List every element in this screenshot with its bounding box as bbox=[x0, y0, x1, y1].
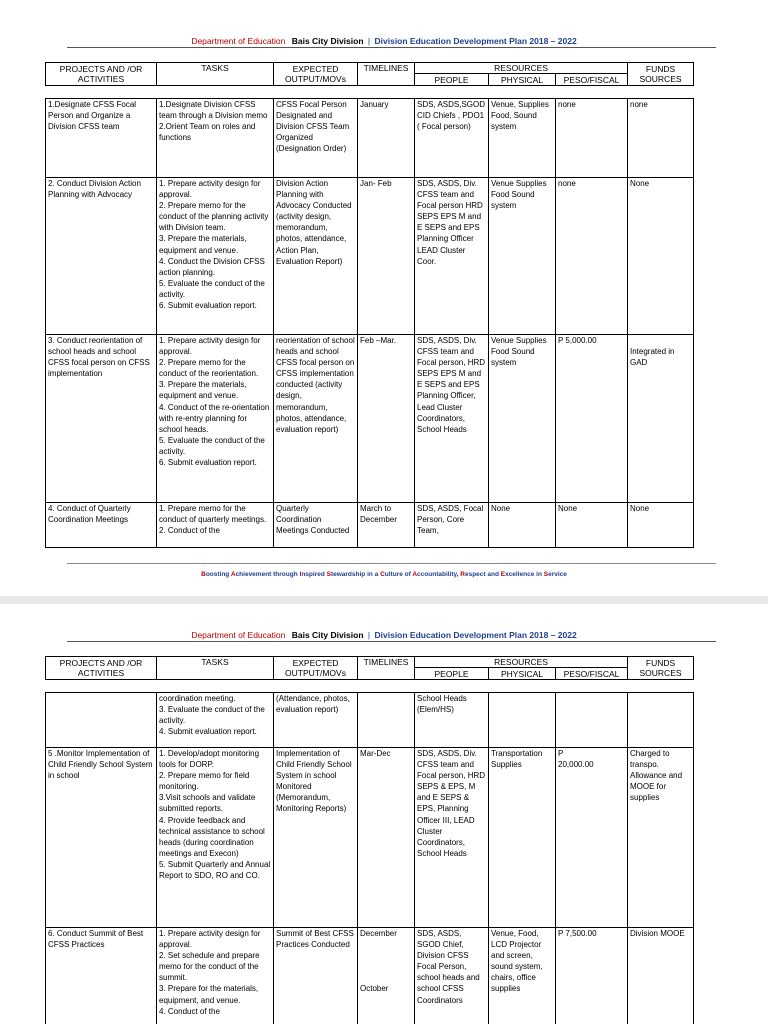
col-tasks: TASKS bbox=[157, 63, 274, 86]
table-row bbox=[46, 178, 694, 335]
header-department: Department of Education bbox=[191, 36, 286, 46]
footer-motto-segment: S bbox=[543, 571, 549, 578]
col-physical: PHYSICAL bbox=[489, 74, 556, 86]
col-people: PEOPLE bbox=[415, 668, 489, 680]
cell-funds: Division MOOE bbox=[628, 928, 694, 1024]
header-separator: | bbox=[367, 36, 371, 46]
cell-project: 4. Conduct of Quarterly Coordination Meetings bbox=[46, 503, 157, 548]
col-timelines: TIMELINES bbox=[358, 63, 415, 86]
cell-physical: Venue, Supplies Food, Sound system bbox=[489, 99, 556, 178]
col-tasks: TASKS bbox=[157, 657, 274, 680]
footer-motto-segment: tewardship in a bbox=[330, 571, 381, 578]
document-page-2 bbox=[0, 600, 768, 1024]
cell-output: (Attendance, photos, evaluation report) bbox=[274, 693, 358, 748]
col-timelines: TIMELINES bbox=[358, 657, 415, 680]
cell-physical: None bbox=[489, 503, 556, 548]
cell-people: SDS, ASDS,SGOD CID Chiefs , PDO1 ( Focal person) bbox=[415, 99, 489, 178]
cell-timeline: Jan- Feb bbox=[358, 178, 415, 335]
col-output: EXPECTED OUTPUT/MOVs bbox=[274, 63, 358, 86]
footer-motto-segment: R bbox=[460, 571, 465, 578]
table-row bbox=[46, 99, 694, 178]
page-header bbox=[0, 36, 768, 46]
footer-motto-segment: E bbox=[500, 571, 506, 578]
cell-output: Quarterly Coordination Meetings Conducted bbox=[274, 503, 358, 548]
header-rule bbox=[67, 47, 716, 48]
footer-motto-segment: ccountability, bbox=[417, 571, 461, 578]
cell-peso: P 7,500.00 bbox=[556, 928, 628, 1024]
table-header-page-1 bbox=[45, 62, 694, 86]
table-row bbox=[46, 693, 694, 748]
cell-tasks: 1. Prepare activity design for approval. 2. Set schedule and prepare memo for the conduct of the summit. 3. Prepare for the materials, equipment, and venue. 4. Conduct of the bbox=[157, 928, 274, 1024]
cell-timeline: March to December bbox=[358, 503, 415, 548]
col-funds: FUNDS SOURCES bbox=[628, 63, 694, 86]
cell-timeline: January bbox=[358, 99, 415, 178]
footer-motto-segment: espect and bbox=[464, 571, 501, 578]
cell-tasks: 1. Develop/adopt monitoring tools for DORP. 2. Prepare memo for field monitoring. 3.Visit schools and validate submitted reports. 4. Provide feedback and technical assistance to school heads (during coordination meetings and Execon) 5. Submit Quarterly and Annual Report to SDO, RO and CO. bbox=[157, 748, 274, 928]
cell-peso bbox=[556, 693, 628, 748]
col-peso: PESO/FISCAL bbox=[556, 74, 628, 86]
header-plan-title: Division Education Development Plan 2018 – 2022 bbox=[374, 36, 577, 46]
cell-people: SDS, ASDS, Focal Person, Core Team, bbox=[415, 503, 489, 548]
cell-people: SDS, ASDS, Div. CFSS team and Focal person, HRD SEPS EPS M and E SEPS and EPS Planning Officer, Lead Cluster Coordinators, School Heads bbox=[415, 335, 489, 503]
table-row bbox=[46, 503, 694, 548]
cell-peso: P 5,000.00 bbox=[556, 335, 628, 503]
col-projects: PROJECTS AND /OR ACTIVITIES bbox=[46, 63, 157, 86]
cell-output: Division Action Planning with Advocacy Conducted (activity design, memorandum, photos, attendance, Action Plan, Evaluation Report) bbox=[274, 178, 358, 335]
cell-project bbox=[46, 693, 157, 748]
table-body-page-2 bbox=[45, 692, 694, 1024]
header-division: Bais City Division bbox=[291, 630, 364, 640]
cell-people: SDS, ASDS, Div. CFSS team and Focal person, HRD SEPS & EPS, M and E SEPS & EPS, Planning Officer III, LEAD Cluster Coordinators, School Heads bbox=[415, 748, 489, 928]
footer-motto-segment: I bbox=[299, 571, 302, 578]
cell-timeline bbox=[358, 693, 415, 748]
cell-peso: none bbox=[556, 178, 628, 335]
cell-timeline: Feb –Mar. bbox=[358, 335, 415, 503]
cell-tasks: 1. Prepare memo for the conduct of quarterly meetings. 2. Conduct of the bbox=[157, 503, 274, 548]
cell-physical: Venue, Food, LCD Projector and screen, sound system, chairs, office supplies bbox=[489, 928, 556, 1024]
cell-peso: None bbox=[556, 503, 628, 548]
cell-timeline: Mar-Dec bbox=[358, 748, 415, 928]
footer-motto-segment: ervice bbox=[548, 571, 567, 578]
cell-funds: None bbox=[628, 503, 694, 548]
col-output: EXPECTED OUTPUT/MOVs bbox=[274, 657, 358, 680]
footer-motto-segment: nspired bbox=[301, 571, 327, 578]
header-plan-title: Division Education Development Plan 2018 – 2022 bbox=[374, 630, 577, 640]
cell-output: reorientation of school heads and school CFSS focal person on CFSS implementation conducted (activity design, memorandum, photos, attendance, evaluation report) bbox=[274, 335, 358, 503]
header-rule bbox=[67, 641, 716, 642]
col-resources: RESOURCES bbox=[415, 63, 628, 74]
cell-funds: Integrated in GAD bbox=[628, 335, 694, 503]
table-header-page-2 bbox=[45, 656, 694, 680]
footer-motto-segment: ulture of bbox=[384, 571, 413, 578]
cell-project: 6. Conduct Summit of Best CFSS Practices bbox=[46, 928, 157, 1024]
cell-funds bbox=[628, 693, 694, 748]
cell-output: Implementation of Child Friendly School System in school Monitored (Memorandum, Monitoring Reports) bbox=[274, 748, 358, 928]
header-division: Bais City Division bbox=[291, 36, 364, 46]
cell-people: SDS, ASDS, Div. CFSS team and Focal person HRD SEPS EPS M and E SEPS and EPS Planning Officer LEAD Cluster Coor. bbox=[415, 178, 489, 335]
page-header bbox=[0, 630, 768, 640]
header-department: Department of Education bbox=[191, 630, 286, 640]
table-row bbox=[46, 928, 694, 1024]
footer-motto-segment: oosting bbox=[205, 571, 231, 578]
cell-project: 2. Conduct Division Action Planning with Advocacy bbox=[46, 178, 157, 335]
cell-people: SDS, ASDS, SGOD Chief, Division CFSS Focal Person, school heads and school CFSS Coordinators bbox=[415, 928, 489, 1024]
page-footer-motto bbox=[0, 571, 768, 578]
cell-physical: Venue Supplies Food Sound system bbox=[489, 178, 556, 335]
header-separator: | bbox=[367, 630, 371, 640]
col-physical: PHYSICAL bbox=[489, 668, 556, 680]
footer-motto-segment: S bbox=[326, 571, 331, 578]
footer-motto-segment: C bbox=[380, 571, 385, 578]
footer-rule bbox=[67, 563, 716, 564]
cell-tasks: 1. Prepare activity design for approval. 2. Prepare memo for the conduct of the planning activity with Division team. 3. Prepare the materials, equipment and venue. 4. Conduct the Division CFSS action planning. 5. Evaluate the conduct of the activity. 6. Submit evaluation report. bbox=[157, 178, 274, 335]
cell-output: Summit of Best CFSS Practices Conducted bbox=[274, 928, 358, 1024]
col-people: PEOPLE bbox=[415, 74, 489, 86]
cell-peso: none bbox=[556, 99, 628, 178]
cell-physical: Venue Supplies Food Sound system bbox=[489, 335, 556, 503]
cell-physical: Transportation Supplies bbox=[489, 748, 556, 928]
cell-tasks: 1.Designate Division CFSS team through a Division memo 2.Orient Team on roles and functions bbox=[157, 99, 274, 178]
cell-project: 1.Designate CFSS Focal Person and Organize a Division CFSS team bbox=[46, 99, 157, 178]
cell-funds: Charged to transpo. Allowance and MOOE for supplies bbox=[628, 748, 694, 928]
cell-output: CFSS Focal Person Designated and Division CFSS Team Organized (Designation Order) bbox=[274, 99, 358, 178]
footer-motto-segment: A bbox=[412, 571, 418, 578]
cell-timeline: December October bbox=[358, 928, 415, 1024]
cell-tasks: 1. Prepare activity design for approval. 2. Prepare memo for the conduct of the reorientation. 3. Prepare the materials, equipment and venue. 4. Conduct of the re-orientation with re-entry planning for school heads. 5. Evaluate the conduct of the activity. 6. Submit evaluation report. bbox=[157, 335, 274, 503]
table-body-page-1 bbox=[45, 98, 694, 548]
cell-funds: none bbox=[628, 99, 694, 178]
table-row bbox=[46, 748, 694, 928]
col-peso: PESO/FISCAL bbox=[556, 668, 628, 680]
cell-project: 5 .Monitor Implementation of Child Friendly School System in school bbox=[46, 748, 157, 928]
cell-project: 3. Conduct reorientation of school heads and school CFSS focal person on CFSS implementation bbox=[46, 335, 157, 503]
footer-motto-segment: B bbox=[201, 571, 206, 578]
cell-funds: None bbox=[628, 178, 694, 335]
table-row bbox=[46, 335, 694, 503]
col-resources: RESOURCES bbox=[415, 657, 628, 668]
footer-motto-segment: A bbox=[230, 571, 236, 578]
cell-people: School Heads (Elem/HS) bbox=[415, 693, 489, 748]
col-projects: PROJECTS AND /OR ACTIVITIES bbox=[46, 657, 157, 680]
footer-motto-segment: xcellence in bbox=[505, 571, 544, 578]
cell-peso: P 20,000.00 bbox=[556, 748, 628, 928]
footer-motto-segment: chievement through bbox=[235, 571, 300, 578]
cell-tasks: coordination meeting. 3. Evaluate the conduct of the activity. 4. Submit evaluation report. bbox=[157, 693, 274, 748]
cell-physical bbox=[489, 693, 556, 748]
col-funds: FUNDS SOURCES bbox=[628, 657, 694, 680]
